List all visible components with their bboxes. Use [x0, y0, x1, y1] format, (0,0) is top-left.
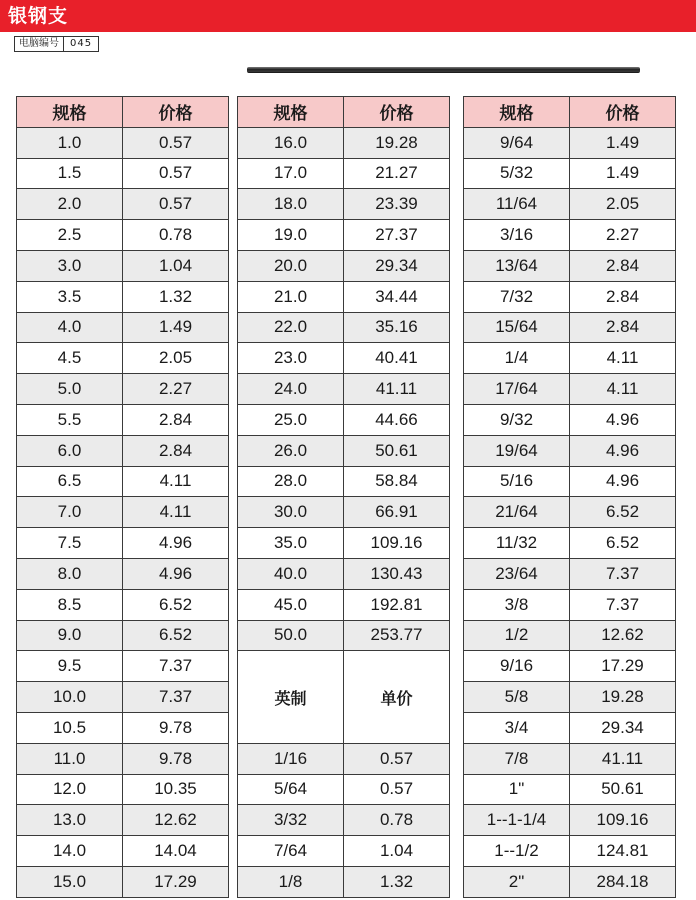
price-cell: 29.34	[570, 712, 676, 743]
spec-cell: 9.5	[17, 651, 123, 682]
spec-cell: 6.5	[17, 466, 123, 497]
table-row	[17, 250, 229, 281]
table-row	[464, 404, 676, 435]
spec-cell: 21.0	[238, 281, 344, 312]
spec-header: 规格	[17, 97, 123, 128]
spec-cell: 8.5	[17, 589, 123, 620]
price-cell: 29.34	[344, 250, 450, 281]
table-header-row	[238, 97, 450, 128]
price-cell: 130.43	[344, 558, 450, 589]
spec-cell: 9/32	[464, 404, 570, 435]
price-cell: 34.44	[344, 281, 450, 312]
price-cell: 66.91	[344, 497, 450, 528]
price-cell: 1.32	[344, 866, 450, 897]
spec-cell: 4.5	[17, 343, 123, 374]
spec-cell: 10.0	[17, 682, 123, 713]
price-cell: 4.96	[123, 528, 229, 559]
table-row	[17, 805, 229, 836]
table-row	[464, 435, 676, 466]
spec-cell: 13/64	[464, 250, 570, 281]
spec-cell: 9.0	[17, 620, 123, 651]
unit-price-header: 单价	[344, 651, 450, 743]
price-table-1	[16, 96, 229, 898]
table-row	[17, 620, 229, 651]
price-table-3	[463, 96, 676, 898]
price-cell: 6.52	[570, 497, 676, 528]
spec-cell: 1/8	[238, 866, 344, 897]
table-row	[238, 281, 450, 312]
spec-cell: 5/16	[464, 466, 570, 497]
price-cell: 7.37	[123, 682, 229, 713]
spec-cell: 1--1/2	[464, 836, 570, 867]
table-row	[17, 774, 229, 805]
price-cell: 50.61	[344, 435, 450, 466]
price-cell: 21.27	[344, 158, 450, 189]
spec-cell: 18.0	[238, 189, 344, 220]
spec-cell: 3/4	[464, 712, 570, 743]
table-row	[17, 404, 229, 435]
spec-cell: 1/2	[464, 620, 570, 651]
price-cell: 12.62	[570, 620, 676, 651]
spec-cell: 13.0	[17, 805, 123, 836]
spec-cell: 23.0	[238, 343, 344, 374]
spec-cell: 17.0	[238, 158, 344, 189]
spec-cell: 5/64	[238, 774, 344, 805]
spec-cell: 19.0	[238, 220, 344, 251]
spec-cell: 1"	[464, 774, 570, 805]
spec-cell: 7/64	[238, 836, 344, 867]
table-row	[238, 805, 450, 836]
product-code-value: 045	[70, 38, 93, 49]
price-cell: 1.32	[123, 281, 229, 312]
price-cell: 2.27	[570, 220, 676, 251]
table-row	[238, 774, 450, 805]
table-row	[464, 528, 676, 559]
price-cell: 7.37	[123, 651, 229, 682]
spec-cell: 1--1-1/4	[464, 805, 570, 836]
spec-cell: 5/32	[464, 158, 570, 189]
price-table-2	[237, 96, 450, 898]
table-row	[464, 312, 676, 343]
price-cell: 4.11	[570, 343, 676, 374]
price-cell: 4.96	[570, 404, 676, 435]
spec-cell: 6.0	[17, 435, 123, 466]
price-cell: 0.57	[344, 743, 450, 774]
table-row	[464, 743, 676, 774]
price-header: 价格	[123, 97, 229, 128]
price-cell: 6.52	[123, 589, 229, 620]
table-row	[17, 466, 229, 497]
spec-cell: 7/8	[464, 743, 570, 774]
spec-cell: 16.0	[238, 127, 344, 158]
spec-cell: 5.5	[17, 404, 123, 435]
table-row	[17, 836, 229, 867]
table-row	[238, 158, 450, 189]
table-row	[17, 528, 229, 559]
table-row	[238, 466, 450, 497]
price-header: 价格	[344, 97, 450, 128]
product-code-box	[14, 36, 99, 52]
spec-cell: 21/64	[464, 497, 570, 528]
table-row	[464, 281, 676, 312]
spec-cell: 30.0	[238, 497, 344, 528]
table-row	[238, 250, 450, 281]
spec-cell: 2"	[464, 866, 570, 897]
price-cell: 1.49	[123, 312, 229, 343]
table-row	[464, 343, 676, 374]
price-cell: 14.04	[123, 836, 229, 867]
spec-cell: 7.0	[17, 497, 123, 528]
price-cell: 2.84	[123, 435, 229, 466]
price-cell: 19.28	[344, 127, 450, 158]
price-cell: 9.78	[123, 712, 229, 743]
spec-cell: 1.0	[17, 127, 123, 158]
spec-cell: 3/16	[464, 220, 570, 251]
table-row	[17, 497, 229, 528]
table-row	[238, 312, 450, 343]
table-row	[17, 158, 229, 189]
price-cell: 2.84	[570, 281, 676, 312]
spec-cell: 3.5	[17, 281, 123, 312]
spec-cell: 5.0	[17, 374, 123, 405]
price-cell: 6.52	[123, 620, 229, 651]
price-cell: 4.11	[570, 374, 676, 405]
price-cell: 6.52	[570, 528, 676, 559]
table-row	[17, 589, 229, 620]
spec-cell: 26.0	[238, 435, 344, 466]
spec-cell: 8.0	[17, 558, 123, 589]
price-cell: 2.05	[123, 343, 229, 374]
table-row	[17, 558, 229, 589]
price-cell: 1.04	[344, 836, 450, 867]
price-cell: 109.16	[344, 528, 450, 559]
table-row	[464, 127, 676, 158]
price-header: 价格	[570, 97, 676, 128]
table-row	[238, 374, 450, 405]
price-cell: 4.11	[123, 466, 229, 497]
spec-cell: 35.0	[238, 528, 344, 559]
table-row	[464, 712, 676, 743]
table-row	[17, 435, 229, 466]
table-row	[17, 743, 229, 774]
price-cell: 4.96	[570, 466, 676, 497]
table-row	[464, 250, 676, 281]
price-cell: 19.28	[570, 682, 676, 713]
spec-cell: 28.0	[238, 466, 344, 497]
price-cell: 50.61	[570, 774, 676, 805]
price-cell: 2.84	[570, 312, 676, 343]
spec-cell: 19/64	[464, 435, 570, 466]
table-row	[238, 343, 450, 374]
table-row	[17, 281, 229, 312]
steel-rod-image	[247, 67, 640, 73]
price-cell: 1.04	[123, 250, 229, 281]
spec-cell: 10.5	[17, 712, 123, 743]
spec-cell: 7.5	[17, 528, 123, 559]
price-cell: 10.35	[123, 774, 229, 805]
spec-cell: 24.0	[238, 374, 344, 405]
table-row	[464, 466, 676, 497]
price-cell: 0.57	[123, 127, 229, 158]
page-title: 银钢支	[8, 5, 69, 27]
table-row	[464, 620, 676, 651]
table-row	[238, 836, 450, 867]
table-row	[238, 189, 450, 220]
table-row	[17, 651, 229, 682]
price-cell: 17.29	[570, 651, 676, 682]
table-row	[464, 682, 676, 713]
price-cell: 41.11	[570, 743, 676, 774]
table-row	[464, 836, 676, 867]
table-row	[238, 435, 450, 466]
spec-header: 规格	[238, 97, 344, 128]
price-cell: 12.62	[123, 805, 229, 836]
price-cell: 0.57	[123, 158, 229, 189]
spec-cell: 15.0	[17, 866, 123, 897]
spec-cell: 1/16	[238, 743, 344, 774]
table-row	[17, 343, 229, 374]
price-cell: 2.05	[570, 189, 676, 220]
spec-cell: 3/32	[238, 805, 344, 836]
table-header-row	[17, 97, 229, 128]
price-cell: 0.78	[344, 805, 450, 836]
price-cell: 7.37	[570, 589, 676, 620]
price-cell: 0.78	[123, 220, 229, 251]
spec-cell: 2.5	[17, 220, 123, 251]
table-row	[17, 127, 229, 158]
table-row	[464, 374, 676, 405]
spec-cell: 25.0	[238, 404, 344, 435]
table-row	[464, 589, 676, 620]
price-cell: 9.78	[123, 743, 229, 774]
table-row	[464, 805, 676, 836]
table-header-row	[464, 97, 676, 128]
price-cell: 284.18	[570, 866, 676, 897]
price-cell: 4.11	[123, 497, 229, 528]
spec-cell: 15/64	[464, 312, 570, 343]
table-row	[238, 497, 450, 528]
spec-cell: 4.0	[17, 312, 123, 343]
table-row	[464, 558, 676, 589]
table-row	[17, 220, 229, 251]
table-row	[238, 743, 450, 774]
spec-cell: 22.0	[238, 312, 344, 343]
table-row	[17, 312, 229, 343]
spec-cell: 20.0	[238, 250, 344, 281]
price-cell: 2.27	[123, 374, 229, 405]
table-row	[464, 651, 676, 682]
spec-cell: 2.0	[17, 189, 123, 220]
price-cell: 35.16	[344, 312, 450, 343]
price-cell: 0.57	[123, 189, 229, 220]
price-cell: 124.81	[570, 836, 676, 867]
price-cell: 1.49	[570, 127, 676, 158]
spec-cell: 11.0	[17, 743, 123, 774]
price-cell: 4.96	[570, 435, 676, 466]
price-cell: 192.81	[344, 589, 450, 620]
spec-cell: 1.5	[17, 158, 123, 189]
price-cell: 41.11	[344, 374, 450, 405]
table-row	[464, 774, 676, 805]
table-row	[464, 189, 676, 220]
price-cell: 17.29	[123, 866, 229, 897]
table-row	[238, 620, 450, 651]
table-row	[238, 127, 450, 158]
spec-cell: 40.0	[238, 558, 344, 589]
table-row	[238, 404, 450, 435]
spec-cell: 3.0	[17, 250, 123, 281]
table-row	[464, 220, 676, 251]
table-row	[464, 158, 676, 189]
spec-cell: 11/64	[464, 189, 570, 220]
table-row	[17, 866, 229, 897]
price-cell: 27.37	[344, 220, 450, 251]
price-cell: 4.96	[123, 558, 229, 589]
header-bar	[0, 0, 696, 32]
table-row	[238, 589, 450, 620]
price-cell: 1.49	[570, 158, 676, 189]
spec-cell: 17/64	[464, 374, 570, 405]
imperial-spec-header: 英制	[238, 651, 344, 743]
price-cell: 40.41	[344, 343, 450, 374]
spec-header: 规格	[464, 97, 570, 128]
table-row	[238, 528, 450, 559]
table-row	[464, 866, 676, 897]
price-cell: 0.57	[344, 774, 450, 805]
price-cell: 109.16	[570, 805, 676, 836]
spec-cell: 7/32	[464, 281, 570, 312]
spec-cell: 11/32	[464, 528, 570, 559]
table-row	[464, 497, 676, 528]
price-cell: 2.84	[570, 250, 676, 281]
price-cell: 58.84	[344, 466, 450, 497]
price-cell: 7.37	[570, 558, 676, 589]
spec-cell: 9/16	[464, 651, 570, 682]
price-cell: 253.77	[344, 620, 450, 651]
table-row	[17, 712, 229, 743]
spec-cell: 23/64	[464, 558, 570, 589]
table-row	[238, 866, 450, 897]
spec-cell: 12.0	[17, 774, 123, 805]
table-row	[238, 558, 450, 589]
table-row	[17, 374, 229, 405]
spec-cell: 5/8	[464, 682, 570, 713]
spec-cell: 50.0	[238, 620, 344, 651]
price-cell: 23.39	[344, 189, 450, 220]
spec-cell: 14.0	[17, 836, 123, 867]
product-code-label: 电脑编号	[15, 37, 64, 51]
table-row	[17, 189, 229, 220]
spec-cell: 45.0	[238, 589, 344, 620]
table-row	[238, 220, 450, 251]
table-row	[17, 682, 229, 713]
spec-cell: 9/64	[464, 127, 570, 158]
spec-cell: 1/4	[464, 343, 570, 374]
price-cell: 44.66	[344, 404, 450, 435]
price-cell: 2.84	[123, 404, 229, 435]
spec-cell: 3/8	[464, 589, 570, 620]
